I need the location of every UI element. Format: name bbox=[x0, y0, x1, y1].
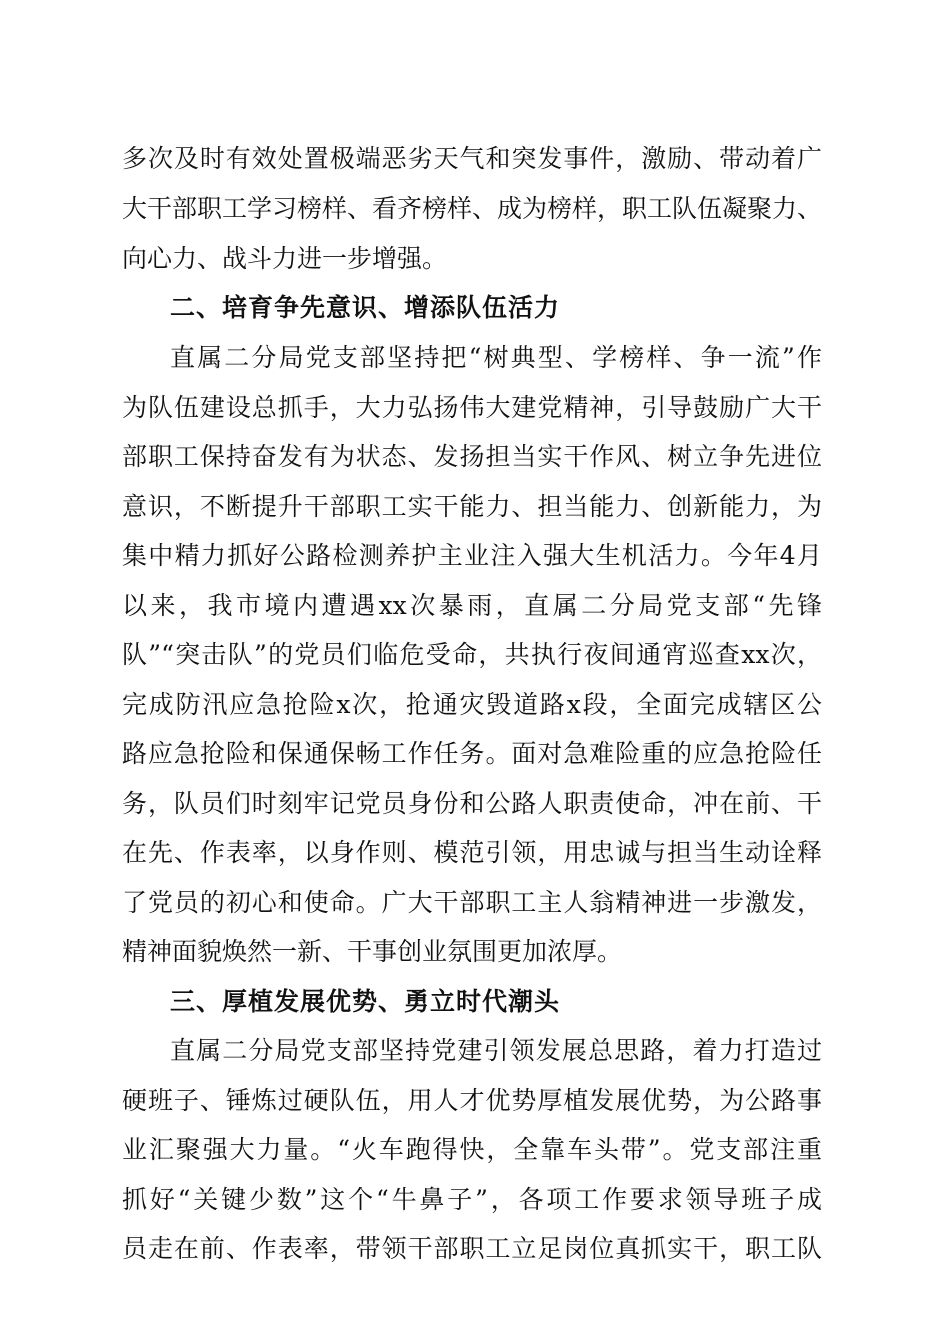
body-text-line: 抓好“关键少数”这个“牛鼻子”，各项工作要求领导班子成 bbox=[122, 1185, 822, 1214]
body-text-line: 队”“突击队”的党员们临危受命，共执行夜间通宵巡查xx次， bbox=[122, 640, 822, 669]
body-text-line: 务，队员们时刻牢记党员身份和公路人职责使命，冲在前、干 bbox=[122, 789, 822, 818]
body-text-line: 完成防汛应急抢险x次，抢通灾毁道路x段，全面完成辖区公 bbox=[122, 690, 822, 719]
body-text-line: 路应急抢险和保通保畅工作任务。面对急难险重的应急抢险任 bbox=[122, 739, 822, 768]
body-text-line: 向心力、战斗力进一步增强。 bbox=[122, 244, 448, 273]
body-text-line: 意识，不断提升干部职工实干能力、担当能力、创新能力，为 bbox=[122, 492, 822, 521]
section-heading-3: 三、厚植发展优势、勇立时代潮头 bbox=[170, 987, 561, 1016]
body-text-line: 硬班子、锤炼过硬队伍，用人才优势厚植发展优势，为公路事 bbox=[122, 1086, 822, 1115]
body-text-line: 精神面貌焕然一新、干事创业氛围更加浓厚。 bbox=[122, 937, 623, 966]
body-text-line: 了党员的初心和使命。广大干部职工主人翁精神进一步激发， bbox=[122, 888, 822, 917]
body-text-line: 直属二分局党支部坚持党建引领发展总思路，着力打造过 bbox=[170, 1036, 822, 1065]
body-text-line: 业汇聚强大力量。“火车跑得快，全靠车头带”。党支部注重 bbox=[122, 1135, 822, 1164]
body-text-line: 以来，我市境内遭遇xx次暴雨，直属二分局党支部“先锋 bbox=[122, 591, 822, 620]
body-text-line: 直属二分局党支部坚持把“树典型、学榜样、争一流”作 bbox=[170, 343, 822, 372]
body-text-line: 为队伍建设总抓手，大力弘扬伟大建党精神，引导鼓励广大干 bbox=[122, 393, 822, 422]
body-text-line: 部职工保持奋发有为状态、发扬担当实干作风、树立争先进位 bbox=[122, 442, 822, 471]
body-text-line: 大干部职工学习榜样、看齐榜样、成为榜样，职工队伍凝聚力、 bbox=[122, 194, 823, 223]
body-text-line: 多次及时有效处置极端恶劣天气和突发事件，激励、带动着广 bbox=[122, 144, 822, 173]
body-text-line: 员走在前、作表率，带领干部职工立足岗位真抓实干，职工队 bbox=[122, 1234, 822, 1263]
body-text-line: 集中精力抓好公路检测养护主业注入强大生机活力。今年4月 bbox=[122, 541, 822, 570]
body-text-line: 在先、作表率，以身作则、模范引领，用忠诚与担当生动诠释 bbox=[122, 838, 822, 867]
section-heading-2: 二、培育争先意识、增添队伍活力 bbox=[170, 293, 561, 322]
